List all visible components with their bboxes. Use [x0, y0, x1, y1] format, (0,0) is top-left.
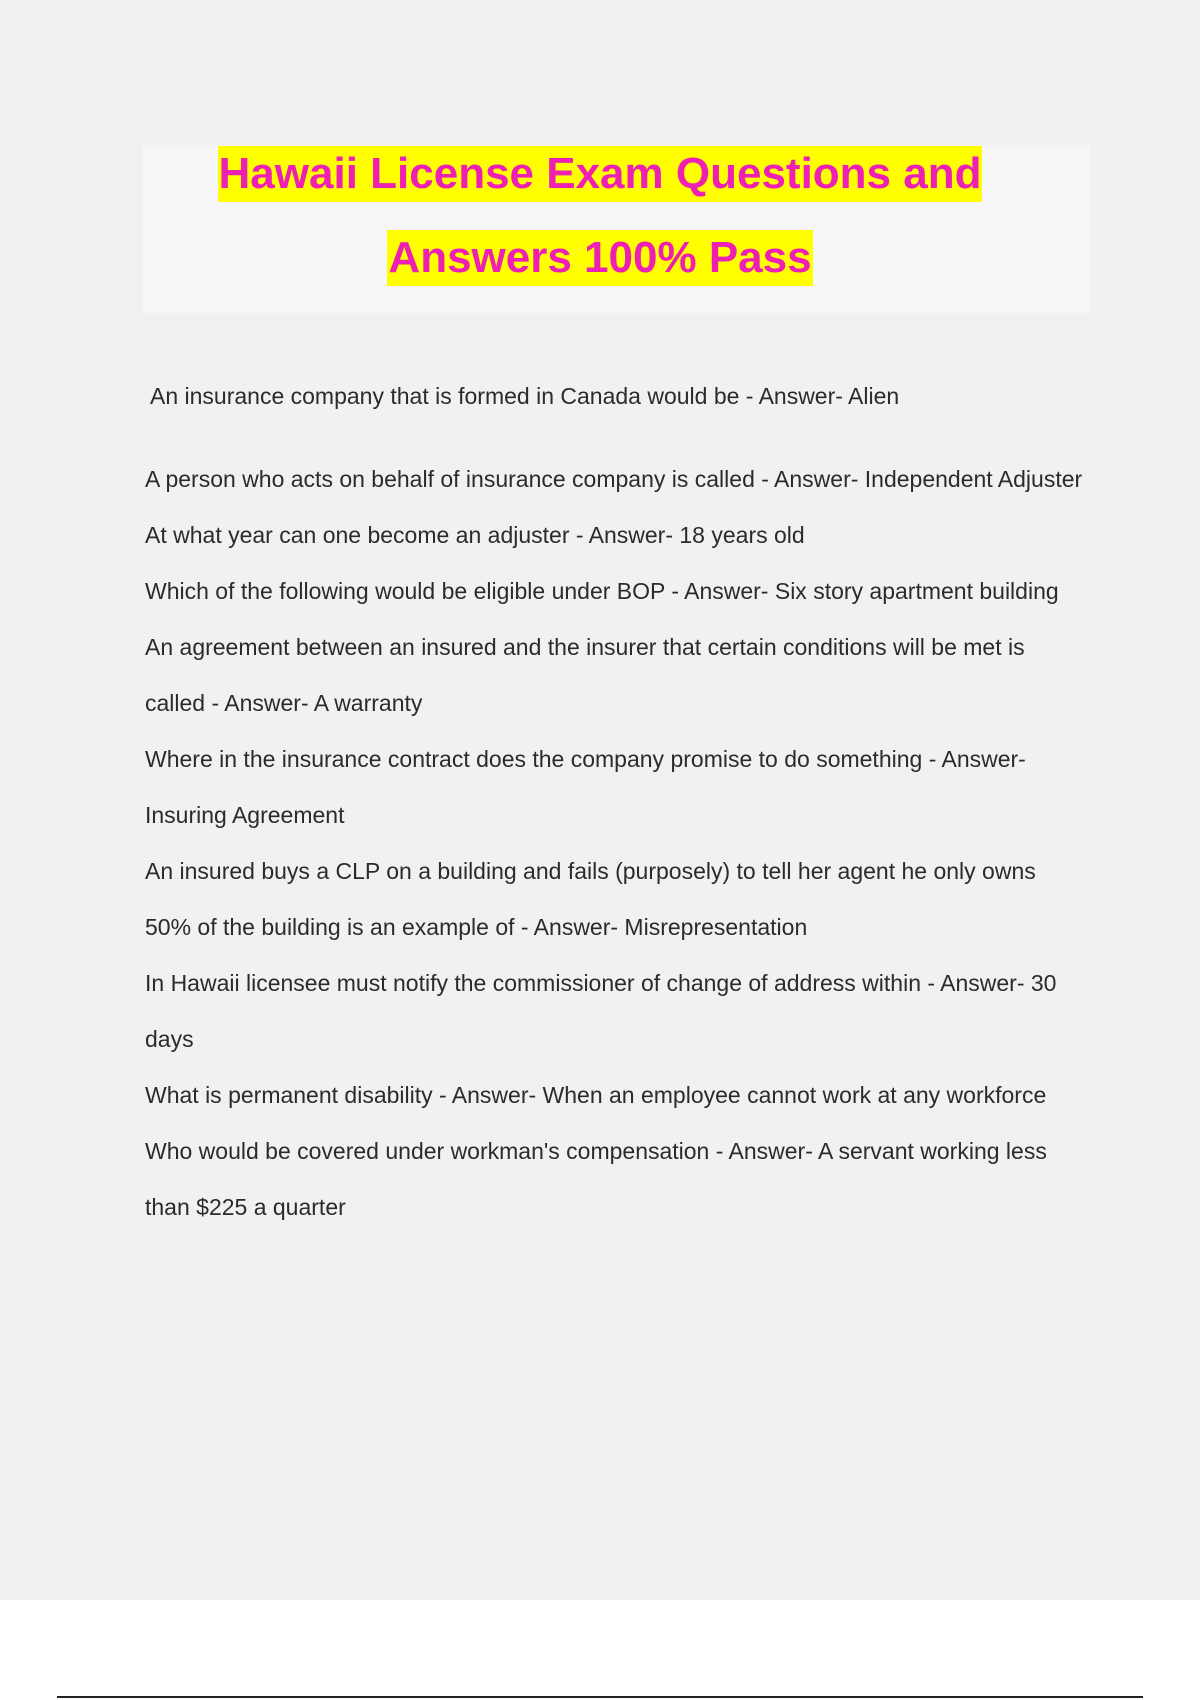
qa-item: Where in the insurance contract does the company promise to do something - Answer- Insuring Agreement	[145, 746, 1026, 828]
qa-item: A person who acts on behalf of insurance company is called - Answer- Independent Adjuster	[145, 466, 1083, 492]
title-text-1: Hawaii License Exam Questions and	[218, 146, 983, 202]
qa-item: An agreement between an insured and the insurer that certain conditions will be met is called - Answer- A warranty	[145, 634, 1025, 716]
title-text-2: Answers 100% Pass	[387, 230, 812, 286]
qa-item: In Hawaii licensee must notify the commissioner of change of address within - Answer- 30 days	[145, 970, 1057, 1052]
qa-item: At what year can one become an adjuster - Answer- 18 years old	[145, 522, 805, 548]
qa-item: An insured buys a CLP on a building and fails (purposely) to tell her agent he only owns 50% of the building is an example of - Answer- Misrepresentation	[145, 858, 1036, 940]
qa-item: Which of the following would be eligible under BOP - Answer- Six story apartment building	[145, 578, 1059, 604]
footer-divider	[57, 1696, 1143, 1698]
qa-item: What is permanent disability - Answer- When an employee cannot work at any workforce	[145, 1082, 1047, 1108]
title-line-2	[0, 230, 1200, 286]
qa-list	[145, 451, 1085, 1235]
qa-item: Who would be covered under workman's compensation - Answer- A servant working less than $225 a quarter	[145, 1138, 1047, 1220]
title-line-1	[0, 146, 1200, 202]
qa-item-first: An insurance company that is formed in Canada would be - Answer- Alien	[150, 383, 900, 409]
